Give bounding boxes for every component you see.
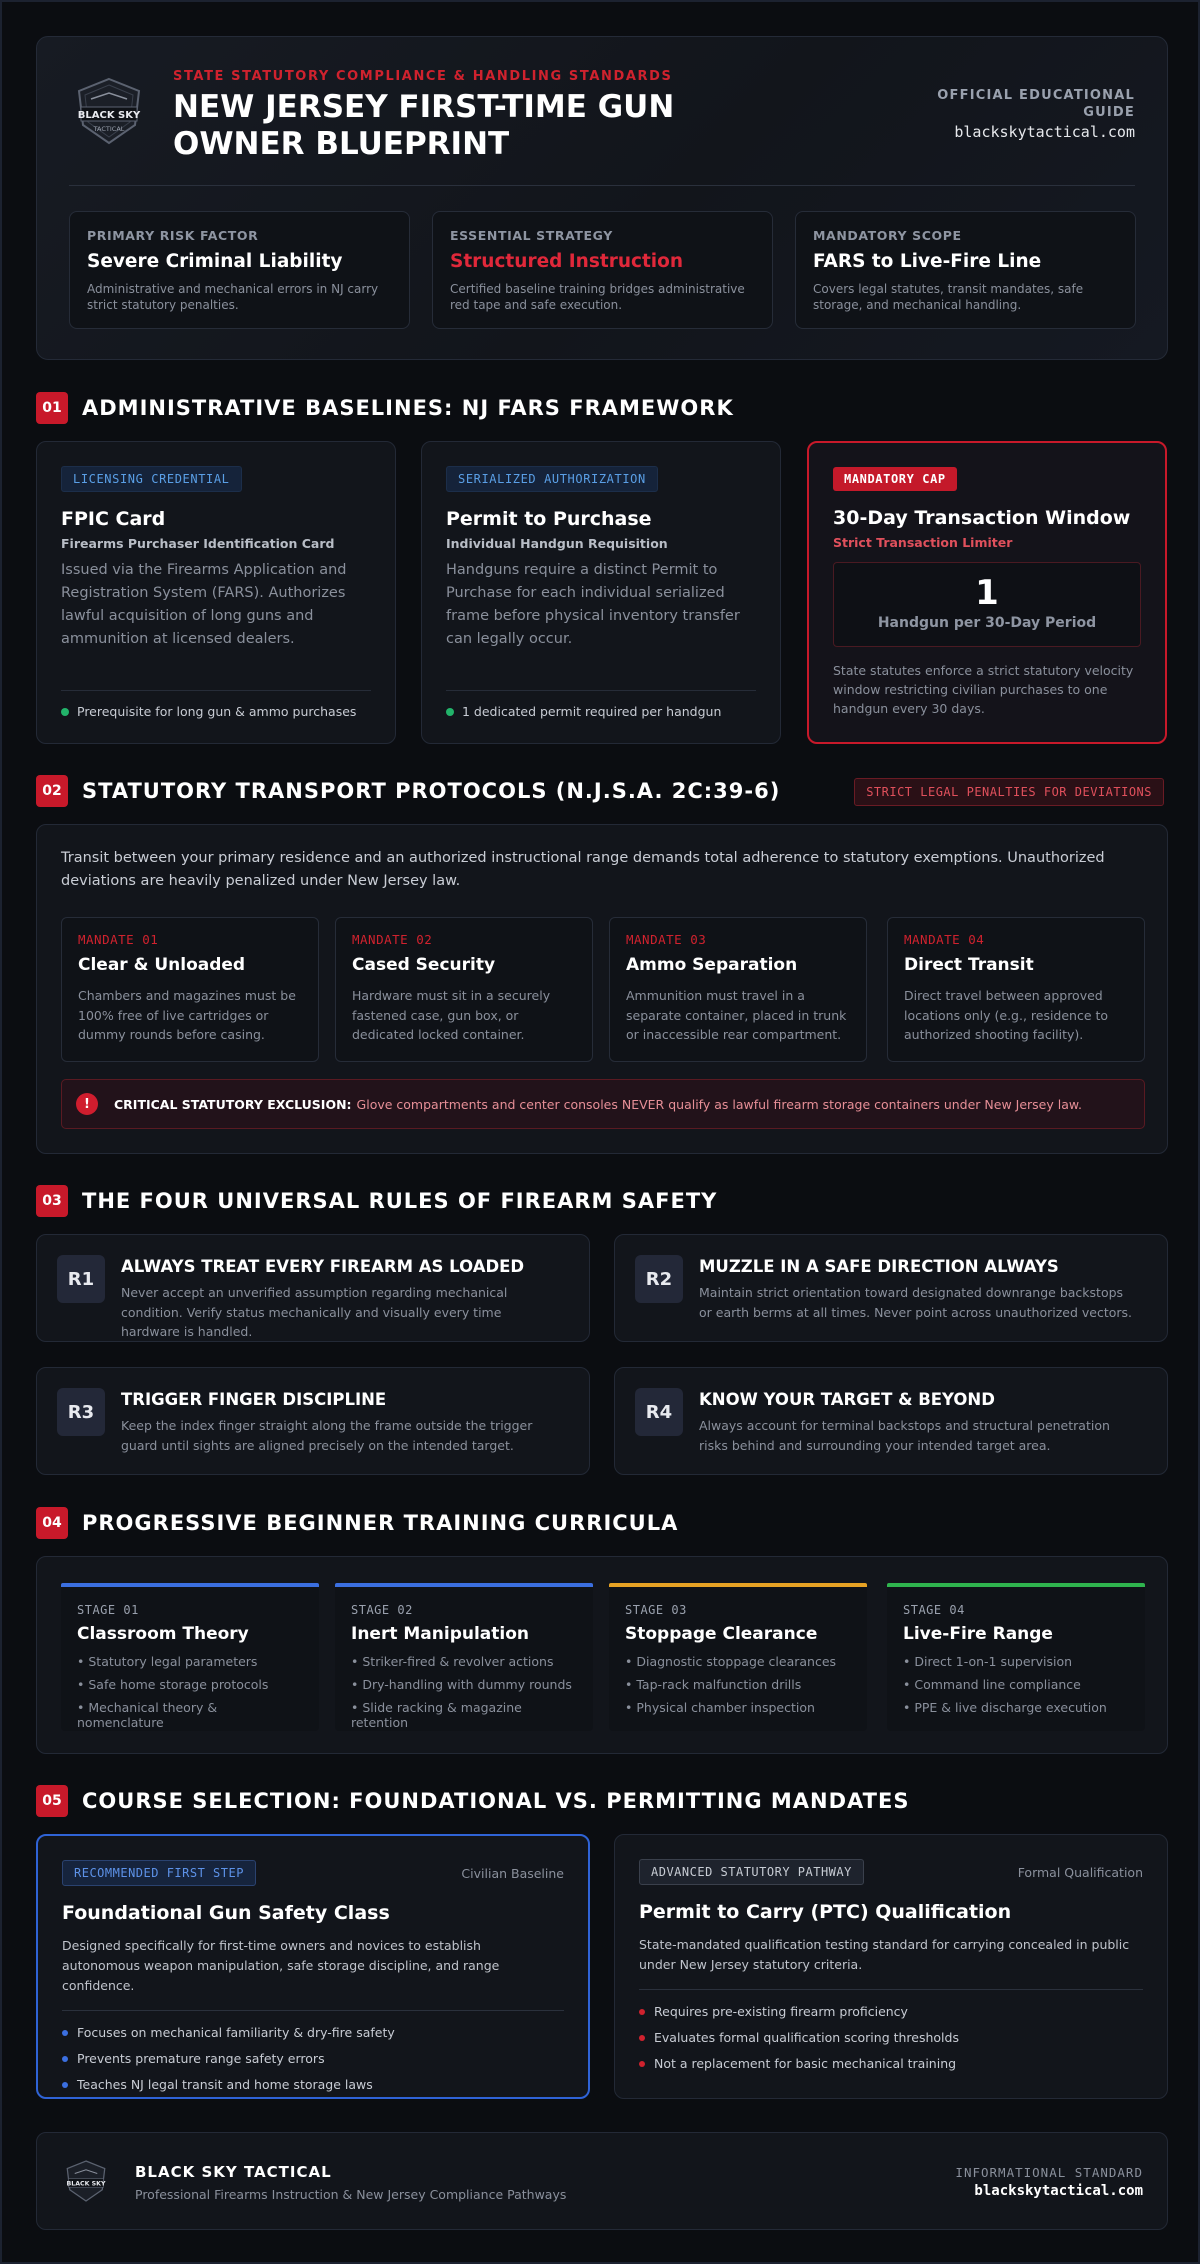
recommended-tag: RECOMMENDED FIRST STEP [62, 1860, 256, 1886]
card-title: Permit to Purchase [446, 508, 652, 530]
section-number-badge: 05 [36, 1785, 68, 1817]
card-footer [61, 690, 371, 719]
limit-number: 1 [975, 573, 999, 613]
list-item: • Mechanical theory & nomenclature [77, 1700, 218, 1730]
safety-rule-card [614, 1234, 1168, 1342]
footer-logo [61, 2157, 111, 2205]
list-item: • Physical chamber inspection [625, 1700, 815, 1715]
course-category: Formal Qualification [1017, 1865, 1143, 1880]
card-footer-text: 1 dedicated permit required per handgun [462, 704, 722, 719]
highlight-card-scope [795, 211, 1136, 329]
section-header-05 [36, 1785, 909, 1817]
stage-color-bar [887, 1583, 1145, 1587]
footer-domain-link[interactable]: blackskytactical.com [974, 2183, 1143, 2199]
svg-text:TACTICAL: TACTICAL [93, 125, 125, 133]
bullet-dot-icon [62, 2082, 68, 2088]
highlight-kicker: MANDATORY SCOPE [813, 228, 962, 243]
section-header-01 [36, 392, 734, 424]
card-subtitle: Strict Transaction Limiter [833, 535, 1013, 550]
limit-stat-box [833, 562, 1141, 647]
svg-text:BLACK SKY: BLACK SKY [77, 110, 141, 121]
header-card [36, 36, 1168, 360]
highlight-desc: Administrative and mechanical errors in NJ carry strict statutory penalties. [87, 282, 379, 312]
footer-tagline: Professional Firearms Instruction & New Jersey Compliance Pathways [135, 2187, 567, 2202]
stage-title: Stoppage Clearance [625, 1624, 818, 1644]
highlight-card-risk [69, 211, 410, 329]
course-title: Foundational Gun Safety Class [62, 1902, 390, 1924]
card-description: Handguns require a distinct Permit to Purchase for each individual serialized frame before physical inventory transfer can legally occur. [446, 562, 740, 647]
credential-tag: SERIALIZED AUTHORIZATION [446, 466, 658, 492]
rule-badge: R2 [635, 1255, 683, 1303]
card-subtitle: Individual Handgun Requisition [446, 536, 668, 551]
mandate-title: Clear & Unloaded [78, 955, 246, 975]
mandate-kicker: MANDATE 04 [904, 932, 985, 947]
bullet-dot-icon [639, 2061, 645, 2067]
course-card-foundational[interactable] [36, 1834, 590, 2099]
mandate-title: Direct Transit [904, 955, 1034, 975]
stage-kicker: STAGE 01 [77, 1603, 139, 1617]
transport-intro: Transit between your primary residence and an authorized instructional range demands total adherence to statutory exemptions. Unauthorized deviations are heavily penalized under New Jersey law. [61, 850, 1105, 889]
mandatory-cap-tag: MANDATORY CAP [833, 467, 957, 491]
bullet-dot-icon [62, 2030, 68, 2036]
list-item: • Direct 1-on-1 supervision [903, 1654, 1073, 1669]
divider [69, 185, 1135, 186]
svg-text:BLACK SKY: BLACK SKY [66, 2180, 106, 2188]
curricula-card [36, 1556, 1168, 1754]
card-footer [446, 690, 756, 719]
rule-badge: R1 [57, 1255, 105, 1303]
pathway-tag: ADVANCED STATUTORY PATHWAY [639, 1859, 864, 1885]
list-item: Focuses on mechanical familiarity & dry-fire safety [62, 2025, 564, 2040]
header-domain-link[interactable]: blackskytactical.com [954, 123, 1135, 141]
critical-text: Glove compartments and center consoles NEVER qualify as lawful firearm storage containers under New Jersey law. [356, 1096, 1082, 1112]
section-title: ADMINISTRATIVE BASELINES: NJ FARS FRAMEWORK [82, 396, 734, 420]
section-title: THE FOUR UNIVERSAL RULES OF FIREARM SAFETY [82, 1189, 718, 1213]
penalty-warning-badge: STRICT LEGAL PENALTIES FOR DEVIATIONS [854, 778, 1164, 806]
list-item: Prevents premature range safety errors [62, 2051, 564, 2066]
mandate-card [61, 917, 319, 1062]
transaction-window-card [807, 441, 1167, 744]
critical-exclusion-alert [61, 1079, 1145, 1129]
mandate-desc: Hardware must sit in a securely fastened case, gun box, or dedicated locked container. [352, 988, 551, 1042]
rule-title: TRIGGER FINGER DISCIPLINE [121, 1390, 387, 1409]
section-header-02 [36, 775, 780, 807]
safety-rule-card [614, 1367, 1168, 1475]
section-header-03 [36, 1185, 717, 1217]
course-category: Civilian Baseline [461, 1866, 564, 1881]
list-item: Not a replacement for basic mechanical training [639, 2056, 1143, 2071]
stage-color-bar [335, 1583, 593, 1587]
stage-color-bar [609, 1583, 867, 1587]
divider [62, 2010, 564, 2011]
stage-title: Inert Manipulation [351, 1624, 530, 1644]
stage-color-bar [61, 1583, 319, 1587]
safety-rule-card [36, 1367, 590, 1475]
rule-desc: Never accept an unverified assumption regarding mechanical condition. Verify status mechanically and visually every time hardware is handled. [121, 1285, 508, 1339]
highlight-desc: Certified baseline training bridges administrative red tape and safe execution. [450, 282, 745, 312]
list-item: • Striker-fired & revolver actions [351, 1654, 554, 1669]
page-title: NEW JERSEY FIRST-TIME GUN OWNER BLUEPRINT [173, 89, 675, 162]
mandate-title: Ammo Separation [626, 955, 798, 975]
card-title: 30-Day Transaction Window [833, 507, 1131, 529]
footer [36, 2132, 1168, 2230]
rule-desc: Always account for terminal backstops and structural penetration risks behind and surrounding your intended target area. [699, 1418, 1110, 1453]
bullet-dot-icon [639, 2035, 645, 2041]
section-title: COURSE SELECTION: FOUNDATIONAL VS. PERMITTING MANDATES [82, 1789, 910, 1813]
rule-title: KNOW YOUR TARGET & BEYOND [699, 1390, 995, 1409]
bullet-dot-icon [62, 2056, 68, 2062]
rule-badge: R3 [57, 1388, 105, 1436]
footer-brand-name: BLACK SKY TACTICAL [135, 2163, 332, 2181]
highlight-title: FARS to Live-Fire Line [813, 251, 1042, 272]
limit-caption: Handgun per 30-Day Period [877, 615, 1097, 631]
stage-card [609, 1583, 867, 1731]
list-item: • Command line compliance [903, 1677, 1081, 1692]
list-item: Evaluates formal qualification scoring thresholds [639, 2030, 1143, 2045]
highlight-title: Structured Instruction [450, 251, 684, 272]
list-item: Requires pre-existing firearm proficiency [639, 2004, 1143, 2019]
transport-protocols-card [36, 824, 1168, 1154]
rule-badge: R4 [635, 1388, 683, 1436]
rule-title: ALWAYS TREAT EVERY FIREARM AS LOADED [121, 1257, 525, 1276]
course-card-ptc[interactable] [614, 1834, 1168, 2099]
card-description: Issued via the Firearms Application and Registration System (FARS). Authorizes lawful acquisition of long guns and ammunition at licensed dealers. [61, 562, 347, 647]
section-number-badge: 02 [36, 775, 68, 807]
list-item: • Diagnostic stoppage clearances [625, 1654, 837, 1669]
critical-label: CRITICAL STATUTORY EXCLUSION: [114, 1096, 352, 1112]
course-desc: Designed specifically for first-time owners and novices to establish autonomous weapon manipulation, safe storage discipline, and range confidence. [62, 1938, 500, 1993]
mandate-desc: Direct travel between approved locations only (e.g., residence to authorized shooting facility). [904, 988, 1109, 1042]
footer-label: INFORMATIONAL STANDARD [955, 2165, 1143, 2180]
stage-card [887, 1583, 1145, 1731]
list-item: • Tap-rack malfunction drills [625, 1677, 802, 1692]
card-description: State statutes enforce a strict statutory velocity window restricting civilian purchases to one handgun every 30 days. [833, 663, 1134, 716]
highlight-kicker: ESSENTIAL STRATEGY [450, 228, 613, 243]
list-item: • Statutory legal parameters [77, 1654, 258, 1669]
brand-logo [69, 75, 149, 147]
mandate-kicker: MANDATE 02 [352, 932, 433, 947]
mandate-title: Cased Security [352, 955, 496, 975]
rule-desc: Keep the index finger straight along the frame outside the trigger guard until sights are aligned precisely on the intended target. [121, 1418, 533, 1453]
divider [639, 1989, 1143, 1990]
mandate-desc: Ammunition must travel in a separate container, placed in trunk or inaccessible rear compartment. [626, 988, 847, 1042]
card-title: FPIC Card [61, 508, 166, 530]
safety-rule-card [36, 1234, 590, 1342]
highlight-kicker: PRIMARY RISK FACTOR [87, 228, 259, 243]
stage-kicker: STAGE 02 [351, 1603, 413, 1617]
card-subtitle: Firearms Purchaser Identification Card [61, 536, 335, 551]
section-title: PROGRESSIVE BEGINNER TRAINING CURRICULA [82, 1511, 679, 1535]
official-label: OFFICIAL EDUCATIONAL GUIDE [937, 88, 1135, 120]
stage-card [61, 1583, 319, 1731]
stage-title: Live-Fire Range [903, 1624, 1053, 1644]
highlight-desc: Covers legal statutes, transit mandates, safe storage, and mechanical handling. [813, 282, 1084, 312]
stage-card [335, 1583, 593, 1731]
highlight-card-strategy [432, 211, 773, 329]
rule-title: MUZZLE IN A SAFE DIRECTION ALWAYS [699, 1257, 1059, 1276]
section-number-badge: 03 [36, 1185, 68, 1217]
stage-kicker: STAGE 04 [903, 1603, 965, 1617]
status-dot-icon [446, 708, 454, 716]
card-footer-text: Prerequisite for long gun & ammo purchases [77, 704, 357, 719]
stage-title: Classroom Theory [77, 1624, 249, 1644]
list-item: • PPE & live discharge execution [903, 1700, 1107, 1715]
section-number-badge: 04 [36, 1507, 68, 1539]
section-header-04 [36, 1507, 678, 1539]
mandate-kicker: MANDATE 03 [626, 932, 707, 947]
course-desc: State-mandated qualification testing standard for carrying concealed in public under New Jersey statutory criteria. [639, 1937, 1130, 1972]
mandate-card [609, 917, 867, 1062]
permit-to-purchase-card [421, 441, 781, 744]
bullet-dot-icon [639, 2009, 645, 2015]
rule-desc: Maintain strict orientation toward designated downrange backstops or earth berms at all times. Never point across unauthorized vectors. [699, 1285, 1133, 1320]
list-item: • Safe home storage protocols [77, 1677, 269, 1692]
section-number-badge: 01 [36, 392, 68, 424]
stage-kicker: STAGE 03 [625, 1603, 687, 1617]
mandate-kicker: MANDATE 01 [78, 932, 159, 947]
credential-tag: LICENSING CREDENTIAL [61, 466, 242, 492]
fpic-card [36, 441, 396, 744]
mandate-card [335, 917, 593, 1062]
course-title: Permit to Carry (PTC) Qualification [639, 1901, 1012, 1923]
list-item: • Dry-handling with dummy rounds [351, 1677, 572, 1692]
highlight-title: Severe Criminal Liability [87, 251, 343, 272]
header-kicker: STATE STATUTORY COMPLIANCE & HANDLING STANDARDS [173, 69, 673, 84]
section-title: STATUTORY TRANSPORT PROTOCOLS (N.J.S.A. 2C:39-6) [82, 779, 781, 803]
list-item: Teaches NJ legal transit and home storage laws [62, 2077, 564, 2092]
list-item: • Slide racking & magazine retention [351, 1700, 522, 1730]
mandate-card [887, 917, 1145, 1062]
alert-icon: ! [76, 1093, 98, 1115]
status-dot-icon [61, 708, 69, 716]
mandate-desc: Chambers and magazines must be 100% free of live cartridges or dummy rounds before casing. [78, 988, 296, 1042]
